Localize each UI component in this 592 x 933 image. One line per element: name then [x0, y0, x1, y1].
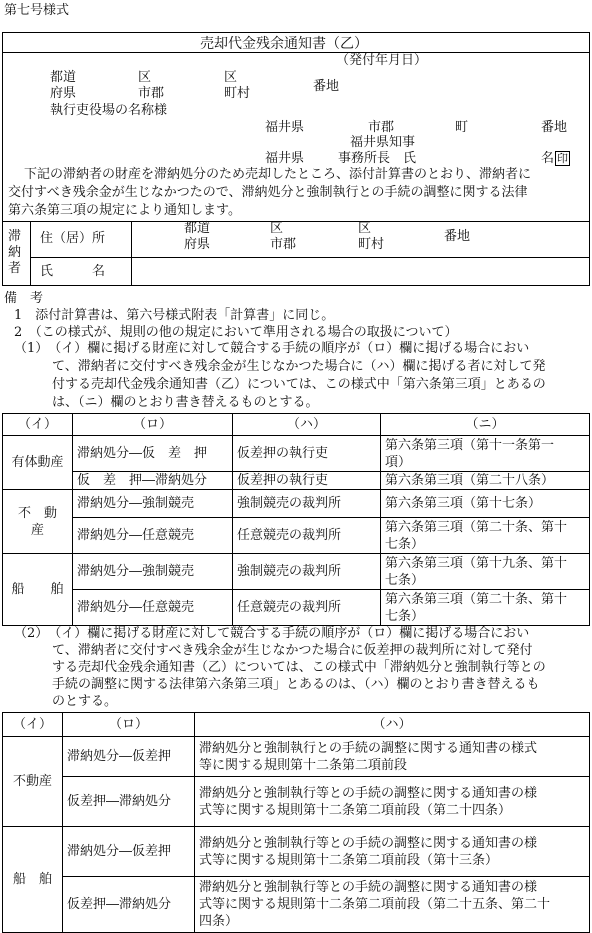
addr-ward2-top: 区 — [224, 70, 238, 85]
addr-town-top: 町村 — [224, 86, 251, 101]
t1-order: 滞納処分―強制競売 — [73, 554, 233, 590]
notice-body — [8, 166, 588, 220]
replacement-table-2 — [2, 712, 590, 933]
replacement-table-1 — [2, 413, 590, 626]
t1-header-i: （イ） — [3, 414, 73, 436]
debtor-addr-c: 区 — [358, 221, 372, 236]
t1-order: 滞納処分―任意競売 — [73, 518, 233, 554]
notice-title: 売却代金残余通知書（乙） — [200, 36, 368, 52]
t1-property: 船 舶 — [3, 554, 73, 626]
t2-header-ro: （ロ） — [63, 713, 195, 737]
addr-ward1-top: 区 — [138, 70, 152, 85]
sender-town: 町 — [455, 120, 469, 135]
recipient-name: 執行吏役場の名称様 — [50, 103, 168, 118]
addr-banchi-top: 番地 — [313, 79, 340, 94]
t1-order: 滞納処分―仮 差 押 — [73, 436, 233, 472]
t1-order: 滞納処分―強制競売 — [73, 490, 233, 518]
addr-city-top: 市郡 — [138, 86, 165, 101]
title-divider — [2, 52, 590, 53]
t2-replacement: 滞納処分と強制執行等との手続の調整に関する通知書の様 式等に関する規則第十二条第二項前段（第二十五条、第二十 四条） — [195, 877, 590, 933]
t2-header-i: （イ） — [3, 713, 63, 737]
t2-replacement: 滞納処分と強制執行等との手続の調整に関する通知書の様 式等に関する規則第十二条第二項前段（第十三条） — [195, 827, 590, 877]
t1-header-ha: （ハ） — [233, 414, 381, 436]
t1-target: 強制競売の裁判所 — [233, 554, 381, 590]
seal-icon: 印 — [557, 152, 568, 165]
debtor-addr-d: 府県 — [184, 237, 211, 252]
sender-pref: 福井県 — [265, 120, 305, 135]
sender-office-head: 事務所長 氏 — [338, 151, 417, 166]
t1-target: 仮差押の執行吏 — [233, 472, 381, 490]
address-label: 住（居）所 — [40, 231, 106, 246]
t1-target: 仮差押の執行吏 — [233, 436, 381, 472]
t1-replacement: 第六条第三項（第十七条） — [381, 490, 590, 518]
t1-replacement: 第六条第三項（第二十条、第十 七条） — [381, 590, 590, 626]
sender-governor: 福井県知事 — [350, 135, 416, 150]
debtor-addr-a: 都道 — [184, 221, 211, 236]
remark-sub-2: （2） （イ）欄に掲げる財産に対して競合する手続の順序が（ロ）欄に掲げる場合におい て、滞納者に交付すべき残余金が生じなかつた場合に仮差押の裁判所に対して発付 する売却代金残余通知書（乙）については、この様式中「滞納処分と強制執行等との 手続の調整に関する法律第六条第三項」とあるのは、（ハ）欄のとおり書き替えるも のとする。 — [14, 626, 546, 709]
addr-fuken-top: 府県 — [50, 86, 77, 101]
t1-replacement: 第六条第三項（第二十条、第十 七条） — [381, 518, 590, 554]
remark-item-2: 2 （この様式が、規則の他の規定において準用される場合の取扱について） — [14, 325, 458, 340]
sender-pref2: 福井県 — [265, 151, 305, 166]
debtor-top-rule — [2, 221, 590, 222]
debtor-addr-g: 番地 — [444, 229, 471, 244]
t2-header-ha: （ハ） — [195, 713, 590, 737]
t1-order: 滞納処分―任意競売 — [73, 590, 233, 626]
debtor-addr-e: 市郡 — [270, 237, 297, 252]
sender-banchi: 番地 — [541, 120, 568, 135]
sender-city: 市郡 — [368, 120, 395, 135]
t1-replacement: 第六条第三項（第十九条、第十 七条） — [381, 554, 590, 590]
t1-replacement: 第六条第三項（第十一条第一 項） — [381, 436, 590, 472]
t2-order: 滞納処分―仮差押 — [63, 827, 195, 877]
t1-order: 仮 差 押―滞納処分 — [73, 472, 233, 490]
debtor-mid-rule — [30, 257, 590, 258]
sender-name-label: 名 — [541, 151, 555, 166]
t1-replacement: 第六条第三項（第二十八条） — [381, 472, 590, 490]
t2-replacement: 滞納処分と強制執行等との手続の調整に関する通知書の様 式等に関する規則第十二条第二項前段（第二十四条） — [195, 777, 590, 827]
t2-order: 仮差押―滞納処分 — [63, 877, 195, 933]
t2-order: 滞納処分―仮差押 — [63, 737, 195, 777]
body-line-1: 下記の滞納者の財産を滞納処分のため売却したところ、添付計算書のとおり、滞納者に — [24, 167, 532, 182]
body-line-3: 第六条第三項の規定により通知します。 — [8, 203, 241, 218]
t1-target: 強制競売の裁判所 — [233, 490, 381, 518]
body-line-2: 交付すべき残余金が生じなかつたので、滞納処分と強制執行との手続の調整に関する法律 — [8, 185, 528, 200]
remark-item-1: 1 添付計算書は、第六号様式附表「計算書」に同じ。 — [14, 308, 335, 323]
form-number: 第七号様式 — [4, 3, 70, 18]
t1-header-ni: （ニ） — [381, 414, 590, 436]
debtor-addr-f: 町村 — [358, 237, 385, 252]
t1-target: 任意競売の裁判所 — [233, 518, 381, 554]
debtor-label: 滞 納 者 — [8, 229, 22, 276]
debtor-addr-b: 区 — [270, 221, 284, 236]
t1-target: 任意競売の裁判所 — [233, 590, 381, 626]
remarks-heading: 備 考 — [4, 291, 44, 306]
t1-property: 有体動産 — [3, 436, 73, 490]
addr-prefecture-top: 都道 — [50, 70, 77, 85]
name-label: 氏 名 — [40, 264, 106, 279]
t1-property: 不 動 産 — [3, 490, 73, 554]
t2-order: 仮差押―滞納処分 — [63, 777, 195, 827]
debtor-col-rule1 — [30, 221, 31, 286]
issue-date: （発付年月日） — [336, 53, 428, 68]
t2-replacement: 滞納処分と強制執行との手続の調整に関する通知書の様式 等に関する規則第十二条第二項前段 — [195, 737, 590, 777]
t1-header-ro: （ロ） — [73, 414, 233, 436]
t2-property: 不動産 — [3, 737, 63, 827]
remark-sub-1: （1） （イ）欄に掲げる財産に対して競合する手続の順序が（ロ）欄に掲げる場合におい て、滞納者に交付すべき残余金が生じなかつた場合に（ハ）欄に掲げる者に対して発 付する売却代金残余通知書（乙）については、この様式中「第六条第三項」とあるの は、（ニ）欄のとおり書き替えるものとする。 — [14, 341, 546, 410]
t2-property: 船 舶 — [3, 827, 63, 933]
debtor-col-rule2 — [131, 221, 132, 286]
